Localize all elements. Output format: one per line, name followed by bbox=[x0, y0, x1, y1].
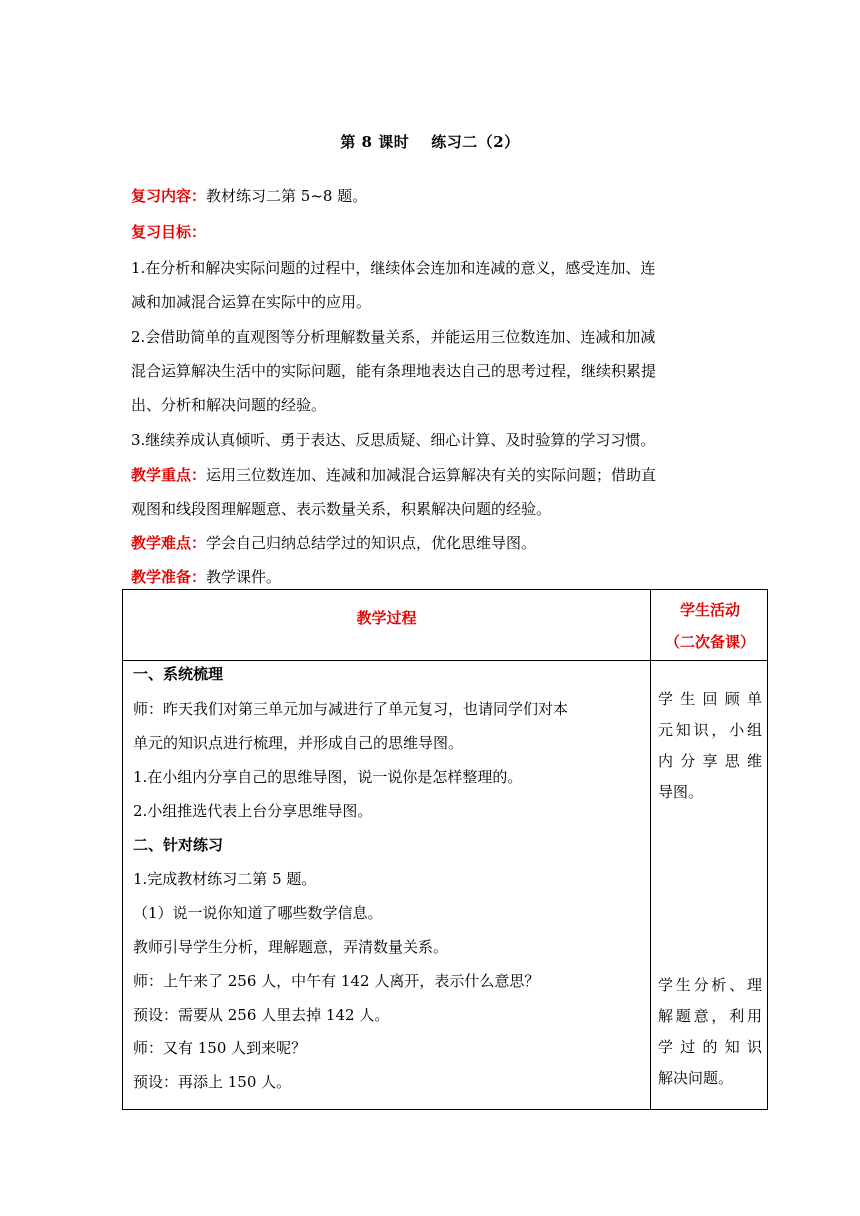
goal-line: 减和加减混合运算在实际中的应用。 bbox=[131, 293, 372, 311]
key-points-text: 运用三位数连加、连减和加减混合运算解决有关的实际问题；借助直 bbox=[206, 466, 657, 484]
goal-line: 2.会借助简单的直观图等分析理解数量关系，并能运用三位数连加、连减和加减 bbox=[131, 328, 656, 346]
process-line: 预设：再添上 150 人。 bbox=[133, 1073, 292, 1091]
goal-line: 3.继续养成认真倾听、勇于表达、反思质疑、细心计算、及时验算的学习习惯。 bbox=[131, 431, 656, 449]
lesson-topic: 练习二（2） bbox=[431, 133, 520, 151]
header-activity-line-1: 学生活动 bbox=[679, 601, 740, 619]
process-line: 1.完成教材练习二第 5 题。 bbox=[133, 870, 317, 888]
difficulties-text: 学会自己归纳总结学过的知识点，优化思维导图。 bbox=[206, 534, 537, 552]
student-activity-practice bbox=[658, 970, 762, 1094]
page-title bbox=[0, 131, 860, 152]
section-heading: 一、系统梳理 bbox=[133, 665, 224, 683]
process-line: 预设：需要从 256 人里去掉 142 人。 bbox=[133, 1006, 390, 1024]
activity-line: 内分享思维 bbox=[658, 752, 762, 770]
review-content-label: 复习内容： bbox=[131, 187, 207, 205]
activity-line: 解题意，利用 bbox=[658, 1007, 762, 1025]
difficulties-label: 教学难点： bbox=[131, 534, 207, 552]
process-line: 1.在小组内分享自己的思维导图，说一说你是怎样整理的。 bbox=[133, 768, 523, 786]
goal-line: 出、分析和解决问题的经验。 bbox=[131, 396, 327, 414]
goal-line: 1.在分析和解决实际问题的过程中，继续体会连加和连减的意义，感受连加、连 bbox=[131, 259, 656, 277]
preparation-label: 教学准备： bbox=[131, 568, 207, 586]
process-line: （1）说一说你知道了哪些数学信息。 bbox=[133, 904, 383, 922]
preparation-text: 教学课件。 bbox=[206, 568, 282, 586]
review-content-line bbox=[131, 186, 741, 206]
header-activity-line-2: （二次备课） bbox=[664, 633, 755, 651]
activity-line: 学生分析、理 bbox=[658, 976, 762, 994]
key-points-line-2: 观图和线段图理解题意、表示数量关系，积累解决问题的经验。 bbox=[131, 500, 552, 518]
goal-line: 混合运算解决生活中的实际问题，能有条理地表达自己的思考过程，继续积累提 bbox=[131, 362, 657, 380]
lesson-number: 第 8 课时 bbox=[340, 133, 410, 151]
key-points-line bbox=[131, 465, 741, 485]
process-line: 单元的知识点进行梳理，并形成自己的思维导图。 bbox=[133, 734, 464, 752]
activity-line: 元知识，小组 bbox=[658, 721, 762, 739]
activity-line: 导图。 bbox=[658, 783, 704, 801]
section-heading: 二、针对练习 bbox=[133, 836, 224, 854]
teaching-table bbox=[122, 589, 768, 1110]
column-divider bbox=[650, 590, 651, 1110]
process-line: 2.小组推选代表上台分享思维导图。 bbox=[133, 802, 373, 820]
header-teaching-process: 教学过程 bbox=[356, 609, 417, 627]
activity-line: 学过的知识 bbox=[658, 1038, 762, 1056]
process-line: 教师引导学生分析，理解题意，弄清数量关系。 bbox=[133, 938, 449, 956]
student-activity-review bbox=[658, 684, 762, 808]
process-line: 师：上午来了 256 人，中午有 142 人离开，表示什么意思？ bbox=[133, 972, 540, 990]
activity-line: 解决问题。 bbox=[658, 1069, 734, 1087]
review-goals-label: 复习目标： bbox=[131, 223, 207, 241]
review-content-text: 教材练习二第 5~8 题。 bbox=[206, 187, 368, 205]
header-student-activity bbox=[651, 594, 769, 658]
header-divider bbox=[123, 660, 768, 661]
preparation-line bbox=[131, 567, 741, 587]
review-goals-heading bbox=[131, 222, 741, 242]
process-line: 师：又有 150 人到来呢？ bbox=[133, 1039, 307, 1057]
key-points-label: 教学重点： bbox=[131, 466, 207, 484]
activity-line: 学生回顾单 bbox=[658, 690, 762, 708]
process-line: 师：昨天我们对第三单元加与减进行了单元复习，也请同学们对本 bbox=[133, 700, 569, 718]
difficulties-line bbox=[131, 533, 741, 553]
